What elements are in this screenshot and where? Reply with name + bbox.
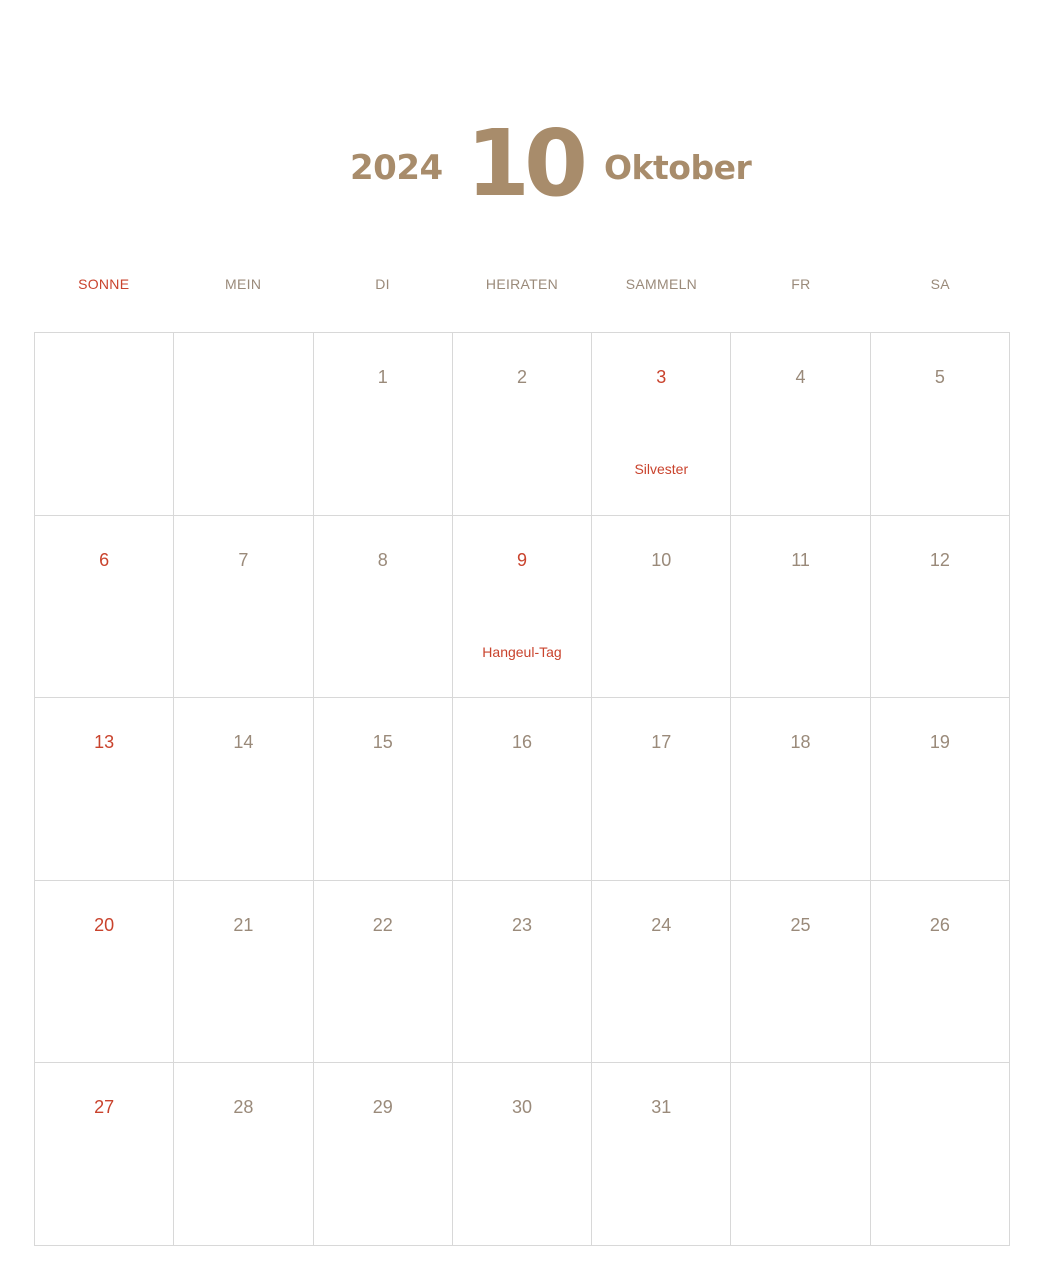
day-number: 22 xyxy=(372,914,393,935)
day-cell[interactable] xyxy=(592,1063,731,1246)
day-cell[interactable] xyxy=(174,881,313,1064)
year-label: 2024 xyxy=(350,148,443,188)
day-cell[interactable] xyxy=(35,881,174,1064)
day-cell[interactable] xyxy=(453,333,592,516)
day-number: 26 xyxy=(929,914,950,935)
day-cell[interactable] xyxy=(731,698,870,881)
day-cell[interactable] xyxy=(314,516,453,699)
day-number: 19 xyxy=(929,732,950,753)
day-number: 31 xyxy=(651,1097,672,1118)
weekday-label: HEIRATEN xyxy=(485,276,559,292)
day-number: 9 xyxy=(516,549,527,570)
day-number: 23 xyxy=(511,914,532,935)
day-cell[interactable] xyxy=(35,333,174,516)
day-cell[interactable] xyxy=(871,333,1010,516)
day-number: 17 xyxy=(651,732,672,753)
day-cell[interactable] xyxy=(453,516,592,699)
weekday-label: SAMMELN xyxy=(625,276,698,292)
weekday-label: MEIN xyxy=(225,276,262,292)
day-cell[interactable] xyxy=(592,881,731,1064)
day-cell[interactable] xyxy=(35,698,174,881)
day-cell[interactable] xyxy=(174,516,313,699)
day-number: 18 xyxy=(790,732,811,753)
day-cell[interactable] xyxy=(174,333,313,516)
calendar-grid xyxy=(34,332,1010,1246)
day-cell[interactable] xyxy=(35,1063,174,1246)
holiday-label: Hangeul-Tag xyxy=(482,643,562,660)
calendar-header xyxy=(0,110,1043,228)
day-cell[interactable] xyxy=(592,333,731,516)
weekday-label: SONNE xyxy=(78,276,130,292)
day-cell[interactable] xyxy=(871,881,1010,1064)
day-number: 1 xyxy=(377,367,388,387)
day-number: 24 xyxy=(651,914,672,935)
weekday-label: DI xyxy=(375,276,390,292)
weekday-label: SA xyxy=(930,276,950,292)
day-cell[interactable] xyxy=(174,1063,313,1246)
day-cell[interactable] xyxy=(453,698,592,881)
weekday-label: FR xyxy=(791,276,811,292)
day-number: 29 xyxy=(372,1097,393,1118)
day-cell[interactable] xyxy=(592,516,731,699)
day-number: 13 xyxy=(94,732,115,753)
day-cell[interactable] xyxy=(35,516,174,699)
day-number: 15 xyxy=(372,732,393,753)
day-cell[interactable] xyxy=(592,698,731,881)
day-cell[interactable] xyxy=(314,1063,453,1246)
day-number: 21 xyxy=(233,914,254,935)
day-number: 3 xyxy=(656,367,667,387)
day-cell[interactable] xyxy=(871,1063,1010,1246)
day-cell[interactable] xyxy=(871,516,1010,699)
day-cell[interactable] xyxy=(174,698,313,881)
holiday-label: Silvester xyxy=(634,461,689,477)
day-cell[interactable] xyxy=(453,1063,592,1246)
day-number: 5 xyxy=(934,367,945,387)
day-number: 4 xyxy=(795,367,806,387)
day-number: 12 xyxy=(929,549,950,570)
month-number: 10 xyxy=(466,110,583,217)
day-number: 16 xyxy=(511,732,532,753)
day-number: 7 xyxy=(238,549,249,570)
day-cell[interactable] xyxy=(314,333,453,516)
day-number: 28 xyxy=(233,1097,254,1118)
day-number: 30 xyxy=(511,1097,532,1118)
day-number: 20 xyxy=(94,914,115,935)
day-number: 27 xyxy=(94,1097,115,1118)
day-number: 2 xyxy=(516,367,527,387)
month-name: Oktober xyxy=(604,148,752,187)
weekday-header-row xyxy=(34,276,1010,298)
day-cell[interactable] xyxy=(731,1063,870,1246)
day-cell[interactable] xyxy=(453,881,592,1064)
day-cell[interactable] xyxy=(731,881,870,1064)
day-cell[interactable] xyxy=(871,698,1010,881)
day-number: 25 xyxy=(790,914,811,935)
day-number: 10 xyxy=(651,549,672,570)
day-cell[interactable] xyxy=(314,698,453,881)
day-number: 8 xyxy=(377,549,388,570)
day-cell[interactable] xyxy=(731,333,870,516)
day-cell[interactable] xyxy=(731,516,870,699)
day-number: 11 xyxy=(791,549,810,570)
day-number: 6 xyxy=(99,549,110,570)
day-cell[interactable] xyxy=(314,881,453,1064)
day-number: 14 xyxy=(233,732,254,753)
